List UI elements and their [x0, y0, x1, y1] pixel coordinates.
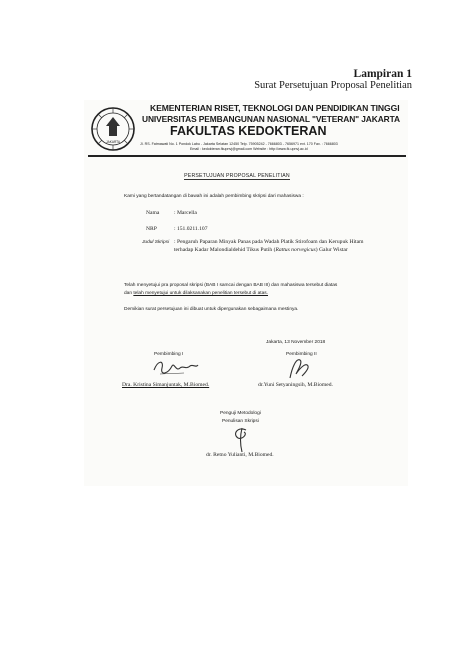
- signature-pembimbing2-icon: [284, 354, 314, 382]
- signature-penguji-icon: [228, 424, 256, 454]
- letterhead-faculty: FAKULTAS KEDOKTERAN: [170, 124, 327, 138]
- penguji-subtitle: Penulisan Skripsi: [222, 419, 259, 424]
- place-date: Jakarta, 13 November 2018: [266, 340, 326, 345]
- letter-intro: Kami yang bertandatangan di bawah ini adalah pembimbing skripsi dari mahasiswa :: [124, 194, 304, 199]
- field-nrp-value: : 151.0211.107: [174, 226, 208, 232]
- appendix-subtitle: Surat Persetujuan Proposal Penelitian: [254, 80, 412, 91]
- pembimbing1-title: Pembimbing I: [154, 352, 184, 357]
- closing-statement: Demikian surat persetujuan ini dibuat untuk dipergunakan sebagaimana mestinya.: [124, 307, 299, 312]
- signature-pembimbing1-icon: [150, 356, 200, 380]
- letterhead-contact: Email : kedokteran.fkupnvj@gmail.com Website : http://www.fk.upnvj.ac.id: [190, 147, 308, 151]
- penguji-name: dr. Retno Yulianti, M.Biomed.: [206, 452, 274, 458]
- letterhead-university: UNIVERSITAS PEMBANGUNAN NASIONAL "VETERAN" JAKARTA: [142, 114, 400, 124]
- pembimbing2-title: Pembimbing II: [286, 352, 317, 357]
- field-nama-value: : Marcella: [174, 210, 197, 216]
- pembimbing1-name: Dra. Kristina Simanjuntak, M.Biomed.: [122, 382, 210, 388]
- field-judul-label: Judul Skripsi: [142, 240, 170, 245]
- field-judul-value: : Pengaruh Paparan Minyak Panas pada Wadah Platik Stirofoam dan Kerupuk Hitam terhadap Kadar Malondialdehid Tikus Putih (Rattus norvegicus) Galur Wistar: [174, 239, 364, 253]
- field-nrp-label: NRP: [146, 226, 157, 232]
- field-nama-label: Nama: [146, 210, 160, 216]
- appendix-title: Lampiran 1: [353, 68, 412, 80]
- university-seal-icon: [90, 106, 136, 152]
- pembimbing2-name: dr.Yuni Setyaningsih, M.Biomed.: [258, 382, 333, 388]
- svg-text:JAKARTA: JAKARTA: [105, 140, 121, 144]
- approval-statement: Telah menyetujui pra proposal skripsi (BAB I samcai dengan BAB III) dan mahasiswa tersebut diatas: [124, 283, 338, 288]
- letterhead-address: Jl. RS. Fatmawati No. 1 Pondok Labu - Jakarta Selatan 12450 Telp. 75905242 - 7666803 - 7656971 ext. 170 Fax. : 7666803: [140, 142, 338, 146]
- letter-title: PERSETUJUAN PROPOSAL PENELITIAN: [184, 173, 290, 179]
- letterhead-divider: [88, 155, 406, 157]
- letterhead-ministry: KEMENTERIAN RISET, TEKNOLOGI DAN PENDIDIKAN TINGGI: [150, 103, 400, 113]
- approval-statement-cont: dan telah menyetujui untuk dilaksanakan penelitian tersebut di atas.: [124, 291, 269, 296]
- penguji-title: Penguji Metodologi: [220, 411, 261, 416]
